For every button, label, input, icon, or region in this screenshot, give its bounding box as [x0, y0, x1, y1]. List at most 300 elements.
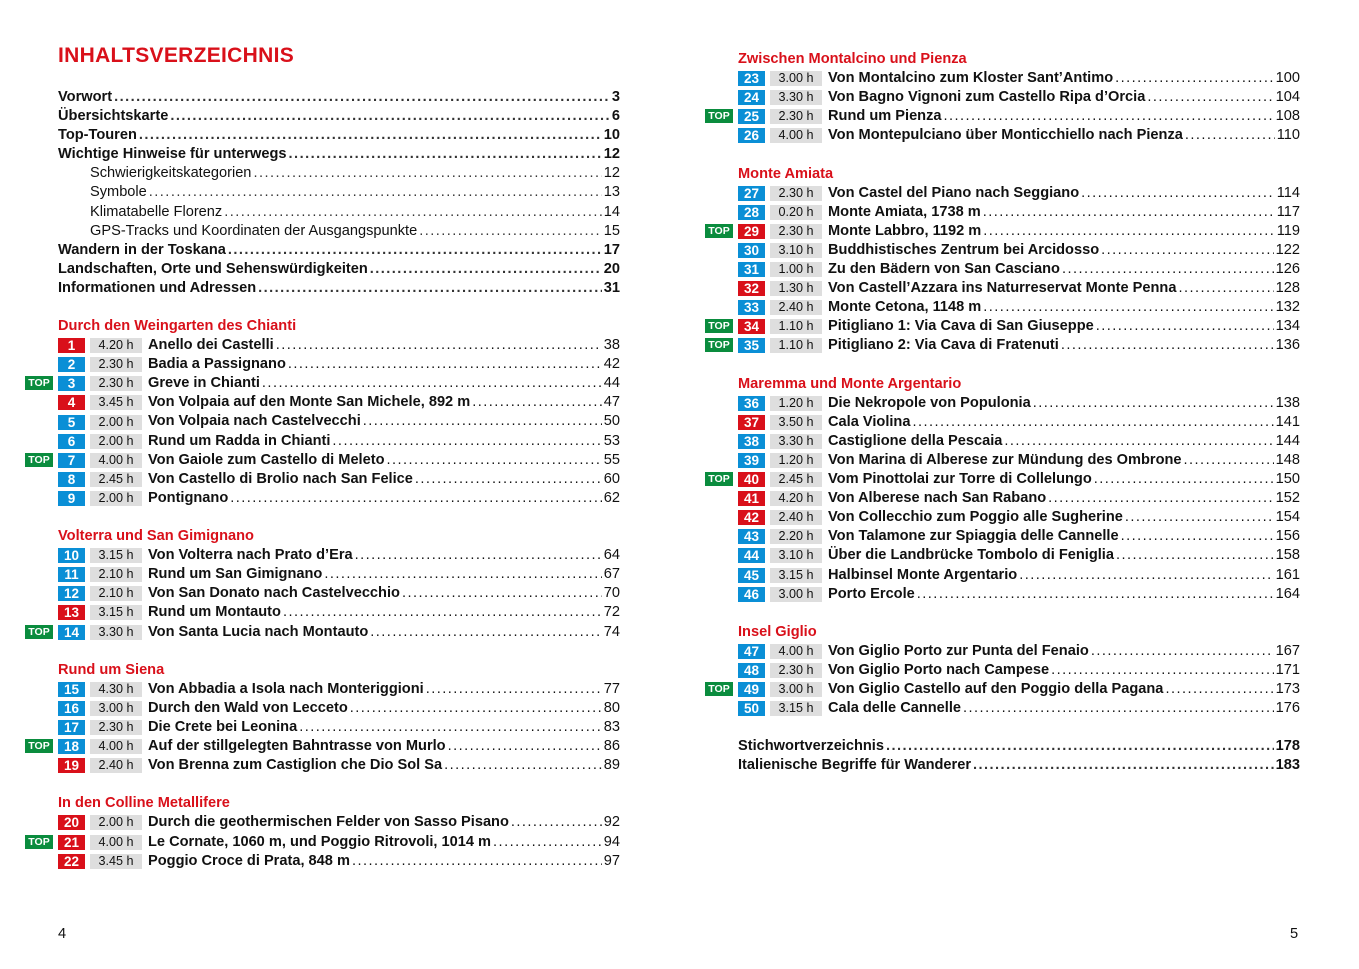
tour-title: Von Brenna zum Castiglion che Dio Sol Sa	[148, 757, 443, 774]
entry-title: Informationen und Adressen	[58, 279, 257, 296]
tour-title-line	[148, 813, 620, 832]
dot-leader	[1165, 680, 1273, 699]
top-tour-badge: TOP	[705, 338, 733, 352]
dot-leader	[139, 126, 602, 145]
tour-title-line	[828, 451, 1300, 470]
tour-title-line	[148, 756, 620, 775]
tour-number-badge: 40	[738, 472, 765, 487]
top-tour-badge: TOP	[705, 682, 733, 696]
dot-leader	[448, 737, 602, 756]
tour-page-number: 47	[603, 394, 620, 411]
section-heading: Volterra und San Gimignano	[58, 528, 254, 545]
tour-entry[interactable]	[28, 623, 620, 642]
tour-entry[interactable]	[58, 565, 620, 584]
tour-entry[interactable]	[738, 279, 1300, 298]
tour-entry[interactable]	[58, 699, 620, 718]
tour-page-number: 80	[603, 699, 620, 716]
tour-number-badge: 26	[738, 128, 765, 143]
tour-entry[interactable]	[738, 546, 1300, 565]
tour-title-line	[828, 527, 1300, 546]
entry-title: Top-Touren	[58, 127, 137, 144]
tour-page-number: 110	[1276, 127, 1300, 144]
tour-title: Pitigliano 1: Via Cava di San Giuseppe	[828, 318, 1094, 335]
tour-number-badge: 35	[738, 338, 765, 353]
tour-entry[interactable]	[28, 374, 620, 393]
tour-page-number: 89	[603, 757, 620, 774]
toc-entry[interactable]	[58, 145, 620, 164]
dot-leader	[1185, 126, 1275, 145]
entry-title: Vorwort	[58, 89, 113, 105]
tour-entry[interactable]	[58, 584, 620, 603]
top-tour-badge: TOP	[705, 472, 733, 486]
tour-entry[interactable]	[58, 412, 620, 431]
dot-leader	[352, 852, 602, 871]
tour-number-badge: 29	[738, 224, 765, 239]
tour-number-badge: 25	[738, 109, 765, 124]
dot-leader	[973, 756, 1274, 775]
tour-duration: 3.45 h	[90, 395, 142, 410]
dot-leader	[472, 393, 602, 412]
tour-title-line	[828, 222, 1300, 241]
dot-leader	[224, 203, 602, 222]
tour-entry[interactable]	[738, 298, 1300, 317]
dot-leader	[917, 585, 1274, 604]
tour-title-line	[148, 623, 620, 642]
entry-page-number: 6	[611, 108, 620, 125]
tour-page-number: 97	[603, 852, 620, 869]
tour-number-badge: 9	[58, 491, 85, 506]
tour-title-line	[148, 470, 620, 489]
tour-entry[interactable]	[58, 756, 620, 775]
tour-title: Rund um Montauto	[148, 604, 281, 621]
tour-entry[interactable]	[708, 470, 1300, 489]
tour-title-line	[828, 489, 1300, 508]
tour-entry[interactable]	[58, 852, 620, 871]
entry-page-number: 20	[603, 260, 620, 277]
tour-duration: 2.00 h	[90, 491, 142, 506]
toc-entry[interactable]	[58, 222, 620, 241]
tour-page-number: 117	[1276, 203, 1300, 220]
tour-number-badge: 49	[738, 682, 765, 697]
tour-duration: 2.00 h	[90, 415, 142, 430]
section-heading: In den Colline Metallifere	[58, 795, 230, 812]
tour-title-line	[828, 546, 1300, 565]
tour-entry[interactable]	[738, 508, 1300, 527]
tour-number-badge: 34	[738, 319, 765, 334]
tour-duration: 2.30 h	[770, 109, 822, 124]
tour-title-line	[148, 737, 620, 756]
tour-duration: 3.30 h	[90, 625, 142, 640]
toc-entry[interactable]	[58, 164, 620, 183]
tour-title-line	[148, 489, 620, 508]
tour-number-badge: 45	[738, 568, 765, 583]
tour-duration: 0.20 h	[770, 205, 822, 220]
tour-title-line	[148, 584, 620, 603]
tour-entry[interactable]	[58, 355, 620, 374]
tour-title-line	[828, 203, 1300, 222]
tour-page-number: 144	[1275, 432, 1300, 449]
tour-duration: 3.50 h	[770, 415, 822, 430]
tour-entry[interactable]	[738, 413, 1300, 432]
tour-page-number: 100	[1275, 70, 1300, 87]
tour-entry[interactable]	[58, 718, 620, 737]
tour-number-badge: 44	[738, 548, 765, 563]
tour-page-number: 154	[1275, 509, 1300, 526]
tour-entry[interactable]	[738, 527, 1300, 546]
tour-duration: 3.15 h	[770, 701, 822, 716]
tour-title-line	[828, 126, 1300, 145]
intro-entries	[58, 88, 620, 298]
tour-page-number: 136	[1275, 337, 1300, 354]
tour-title-line	[828, 107, 1300, 126]
tour-title: Von Volpaia nach Castelvecchi	[148, 413, 361, 430]
tour-title-line	[828, 69, 1300, 88]
tour-title: Le Cornate, 1060 m, und Poggio Ritrovoli, 1014 m	[148, 833, 492, 850]
dot-leader	[283, 603, 602, 622]
toc-entry[interactable]	[738, 737, 1300, 756]
tour-number-badge: 1	[58, 338, 85, 353]
top-tour-badge: TOP	[25, 835, 53, 849]
tour-title-line	[148, 680, 620, 699]
tour-duration: 3.10 h	[770, 548, 822, 563]
tour-duration: 2.30 h	[90, 720, 142, 735]
dot-leader	[912, 413, 1273, 432]
tour-entry[interactable]	[708, 107, 1300, 126]
tour-entry[interactable]	[58, 603, 620, 622]
tour-title-line	[828, 470, 1300, 489]
tour-entry[interactable]	[738, 184, 1300, 203]
tour-number-badge: 41	[738, 491, 765, 506]
tour-title: Von Gaiole zum Castello di Meleto	[148, 451, 385, 468]
dot-leader	[149, 183, 602, 202]
tour-page-number: 167	[1275, 642, 1300, 659]
tour-number-badge: 20	[58, 815, 85, 830]
dot-leader	[289, 145, 602, 164]
tour-title: Von Alberese nach San Rabano	[828, 490, 1047, 507]
entry-page-number: 17	[603, 241, 620, 258]
left-sections	[28, 317, 620, 871]
tour-page-number: 104	[1275, 89, 1300, 106]
entry-page-number: 10	[603, 127, 620, 144]
page-number-left: 4	[58, 926, 67, 942]
tour-title-line	[148, 833, 620, 852]
tour-title: Durch die geothermischen Felder von Sasso Pisano	[148, 814, 509, 831]
tour-title: Die Crete bei Leonina	[148, 718, 298, 735]
top-tour-badge: TOP	[705, 109, 733, 123]
tour-entry[interactable]	[738, 661, 1300, 680]
dot-leader	[1125, 508, 1274, 527]
tour-page-number: 141	[1275, 413, 1300, 430]
tour-title: Von Montepulciano über Monticchiello nach Pienza	[828, 127, 1183, 144]
tour-title-line	[828, 432, 1300, 451]
tour-title: Porto Ercole	[828, 585, 915, 602]
dot-leader	[1116, 546, 1274, 565]
tour-entry[interactable]	[738, 489, 1300, 508]
tour-entry[interactable]	[738, 642, 1300, 661]
toc-entry[interactable]	[58, 203, 620, 222]
tour-title-line	[148, 374, 620, 393]
tour-entry[interactable]	[708, 680, 1300, 699]
dot-leader	[1184, 451, 1274, 470]
tour-entry[interactable]	[58, 393, 620, 412]
dot-leader	[1115, 69, 1274, 88]
tour-duration: 2.30 h	[770, 186, 822, 201]
tour-duration: 2.20 h	[770, 529, 822, 544]
tour-entry[interactable]	[738, 585, 1300, 604]
toc-entry[interactable]	[58, 107, 620, 126]
tour-title-line	[828, 394, 1300, 413]
tour-number-badge: 15	[58, 682, 85, 697]
toc-entry[interactable]	[58, 279, 620, 298]
tour-page-number: 119	[1276, 222, 1300, 239]
tour-title: Die Nekropole von Populonia	[828, 394, 1031, 411]
tour-number-badge: 47	[738, 644, 765, 659]
tour-title: Rund um Pienza	[828, 108, 942, 125]
tour-entry[interactable]	[738, 394, 1300, 413]
tour-title: Zu den Bädern von San Casciano	[828, 261, 1060, 278]
tour-page-number: 138	[1275, 394, 1300, 411]
dot-leader	[1101, 241, 1274, 260]
dot-leader	[324, 565, 601, 584]
tour-page-number: 176	[1275, 700, 1300, 717]
entry-title: Wichtige Hinweise für unterwegs	[58, 146, 287, 163]
right-sections	[708, 50, 1300, 718]
tour-page-number: 171	[1275, 662, 1300, 678]
tour-duration: 4.20 h	[770, 491, 822, 506]
tour-title: Über die Landbrücke Tombolo di Feniglia	[828, 547, 1114, 564]
tour-duration: 1.00 h	[770, 262, 822, 277]
page-number-right: 5	[1290, 926, 1299, 942]
dot-leader	[1019, 566, 1273, 585]
tour-duration: 2.10 h	[90, 567, 142, 582]
tour-number-badge: 22	[58, 854, 85, 869]
tour-entry[interactable]	[708, 336, 1300, 355]
tour-title: Von Volpaia auf den Monte San Michele, 892 m	[148, 394, 471, 411]
tour-page-number: 92	[603, 814, 620, 831]
entry-title: GPS-Tracks und Koordinaten der Ausgangspunkte	[90, 222, 418, 239]
section-heading: Insel Giglio	[738, 623, 817, 640]
tour-duration: 2.00 h	[90, 815, 142, 830]
tour-title-line	[148, 412, 620, 431]
tour-entry[interactable]	[708, 222, 1300, 241]
toc-section	[708, 375, 1300, 604]
dot-leader	[983, 203, 1275, 222]
tour-entry[interactable]	[58, 489, 620, 508]
top-tour-badge: TOP	[25, 376, 53, 390]
tour-number-badge: 11	[58, 567, 85, 582]
tour-title-line	[828, 298, 1300, 317]
dot-leader	[387, 451, 602, 470]
tour-page-number: 158	[1275, 547, 1300, 564]
tour-entry[interactable]	[738, 432, 1300, 451]
tour-number-badge: 23	[738, 71, 765, 86]
tour-duration: 3.15 h	[770, 568, 822, 583]
tour-duration: 2.10 h	[90, 586, 142, 601]
tour-title-line	[828, 413, 1300, 432]
tour-page-number: 64	[603, 547, 620, 564]
tour-title-line	[828, 317, 1300, 336]
tour-entry[interactable]	[708, 317, 1300, 336]
tour-title-line	[148, 432, 620, 451]
dot-leader	[228, 241, 602, 260]
tour-title: Von Collecchio zum Poggio alle Sugherine	[828, 509, 1123, 526]
toc-entry[interactable]	[58, 241, 620, 260]
tour-title: Von Marina di Alberese zur Mündung des Ombrone	[828, 451, 1182, 468]
tour-number-badge: 2	[58, 357, 85, 372]
tour-duration: 3.00 h	[90, 701, 142, 716]
top-tour-badge: TOP	[25, 739, 53, 753]
tour-entry[interactable]	[738, 566, 1300, 585]
tour-number-badge: 13	[58, 605, 85, 620]
tour-entry[interactable]	[28, 737, 620, 756]
tour-title-line	[828, 566, 1300, 585]
tour-duration: 2.30 h	[90, 357, 142, 372]
tour-entry[interactable]	[58, 680, 620, 699]
tour-duration: 3.00 h	[770, 587, 822, 602]
toc-entry[interactable]	[58, 126, 620, 145]
tour-page-number: 156	[1275, 528, 1300, 545]
tour-title-line	[828, 699, 1300, 718]
dot-leader	[1096, 317, 1274, 336]
entry-title: Symbole	[90, 184, 147, 201]
dot-leader	[493, 833, 602, 852]
tour-entry[interactable]	[738, 88, 1300, 107]
tour-entry[interactable]	[58, 470, 620, 489]
tour-title-line	[148, 603, 620, 622]
dot-leader	[363, 412, 602, 431]
tour-entry[interactable]	[58, 336, 620, 355]
tour-title: Von Abbadia a Isola nach Monteriggioni	[148, 680, 424, 697]
dot-leader	[1062, 260, 1274, 279]
tour-page-number: 53	[603, 432, 620, 449]
tour-duration: 2.40 h	[770, 510, 822, 525]
tour-number-badge: 48	[738, 663, 765, 678]
dot-leader	[1033, 394, 1274, 413]
tour-duration: 2.30 h	[90, 376, 142, 391]
tour-title: Poggio Croce di Prata, 848 m	[148, 852, 350, 869]
entry-title: Übersichtskarte	[58, 108, 169, 125]
tour-entry[interactable]	[738, 126, 1300, 145]
tour-title: Von Giglio Castello auf den Poggio della Pagana	[828, 681, 1164, 698]
tour-duration: 2.40 h	[770, 300, 822, 315]
dot-leader	[963, 699, 1274, 718]
tour-page-number: 164	[1275, 585, 1300, 602]
tour-title-line	[828, 642, 1300, 661]
tour-number-badge: 28	[738, 205, 765, 220]
tour-number-badge: 36	[738, 396, 765, 411]
dot-leader	[370, 623, 601, 642]
tour-title-line	[148, 565, 620, 584]
tour-duration: 4.00 h	[90, 453, 142, 468]
tour-number-badge: 10	[58, 548, 85, 563]
tour-title-line	[148, 355, 620, 374]
tour-entry[interactable]	[738, 241, 1300, 260]
section-heading: Zwischen Montalcino und Pienza	[738, 51, 967, 67]
tour-entry[interactable]	[738, 699, 1300, 718]
tour-number-badge: 3	[58, 376, 85, 391]
tour-duration: 2.40 h	[90, 758, 142, 773]
tour-page-number: 50	[603, 413, 620, 430]
tour-page-number: 148	[1275, 451, 1300, 468]
dot-leader	[332, 432, 601, 451]
tour-duration: 2.45 h	[770, 472, 822, 487]
toc-entry[interactable]	[58, 183, 620, 202]
tour-number-badge: 38	[738, 434, 765, 449]
toc-entry[interactable]	[738, 756, 1300, 775]
tour-title: Cala Violina	[828, 413, 911, 430]
toc-section	[28, 317, 620, 508]
toc-section	[28, 661, 620, 776]
tour-entry[interactable]	[58, 813, 620, 832]
entry-page-number: 31	[603, 279, 620, 296]
tour-duration: 2.00 h	[90, 434, 142, 449]
tour-title-line	[828, 241, 1300, 260]
tour-entry[interactable]	[738, 260, 1300, 279]
tour-entry[interactable]	[738, 203, 1300, 222]
tour-title: Von Castello di Brolio nach San Felice	[148, 470, 413, 487]
entry-page-number: 15	[603, 222, 620, 239]
tour-duration: 2.30 h	[770, 224, 822, 239]
top-tour-badge: TOP	[705, 224, 733, 238]
tour-duration: 4.00 h	[90, 835, 142, 850]
tour-number-badge: 32	[738, 281, 765, 296]
tour-title-line	[828, 260, 1300, 279]
tour-entry[interactable]	[738, 69, 1300, 88]
toc-entry[interactable]	[58, 88, 620, 107]
tour-number-badge: 39	[738, 453, 765, 468]
tour-duration: 1.10 h	[770, 338, 822, 353]
tour-title: Rund um Radda in Chianti	[148, 432, 331, 449]
tour-number-badge: 6	[58, 434, 85, 449]
tour-duration: 3.45 h	[90, 854, 142, 869]
tour-title: Monte Labbro, 1192 m	[828, 222, 982, 239]
tour-number-badge: 21	[58, 835, 85, 850]
tour-entry[interactable]	[28, 833, 620, 852]
tour-title-line	[148, 718, 620, 737]
dot-leader	[170, 107, 610, 126]
dot-leader	[288, 355, 602, 374]
tour-entry[interactable]	[58, 546, 620, 565]
tour-entry[interactable]	[58, 432, 620, 451]
tour-duration: 1.20 h	[770, 453, 822, 468]
dot-leader	[1081, 184, 1275, 203]
toc-entry[interactable]	[58, 260, 620, 279]
toc-section	[28, 527, 620, 642]
dot-leader	[886, 737, 1274, 756]
top-tour-badge: TOP	[705, 319, 733, 333]
toc-section	[28, 794, 620, 870]
tour-title: Monte Amiata, 1738 m	[828, 203, 981, 220]
tour-number-badge: 17	[58, 720, 85, 735]
tour-title: Vom Pinottolai zur Torre di Collelungo	[828, 471, 1092, 488]
tour-number-badge: 31	[738, 262, 765, 277]
dot-leader	[262, 374, 602, 393]
tour-title-line	[148, 393, 620, 412]
tour-duration: 3.15 h	[90, 548, 142, 563]
tour-number-badge: 50	[738, 701, 765, 716]
outro-entries	[738, 737, 1300, 775]
tour-title: Von Giglio Porto zur Punta del Fenaio	[828, 642, 1089, 659]
tour-title: Von Giglio Porto nach Campese	[828, 662, 1050, 678]
tour-title: Anello dei Castelli	[148, 337, 274, 354]
dot-leader	[258, 279, 602, 298]
section-heading: Monte Amiata	[738, 165, 834, 182]
tour-entry[interactable]	[28, 451, 620, 470]
tour-page-number: 126	[1275, 261, 1300, 278]
dot-leader	[299, 718, 602, 737]
tour-entry[interactable]	[738, 451, 1300, 470]
dot-leader	[1094, 470, 1274, 489]
